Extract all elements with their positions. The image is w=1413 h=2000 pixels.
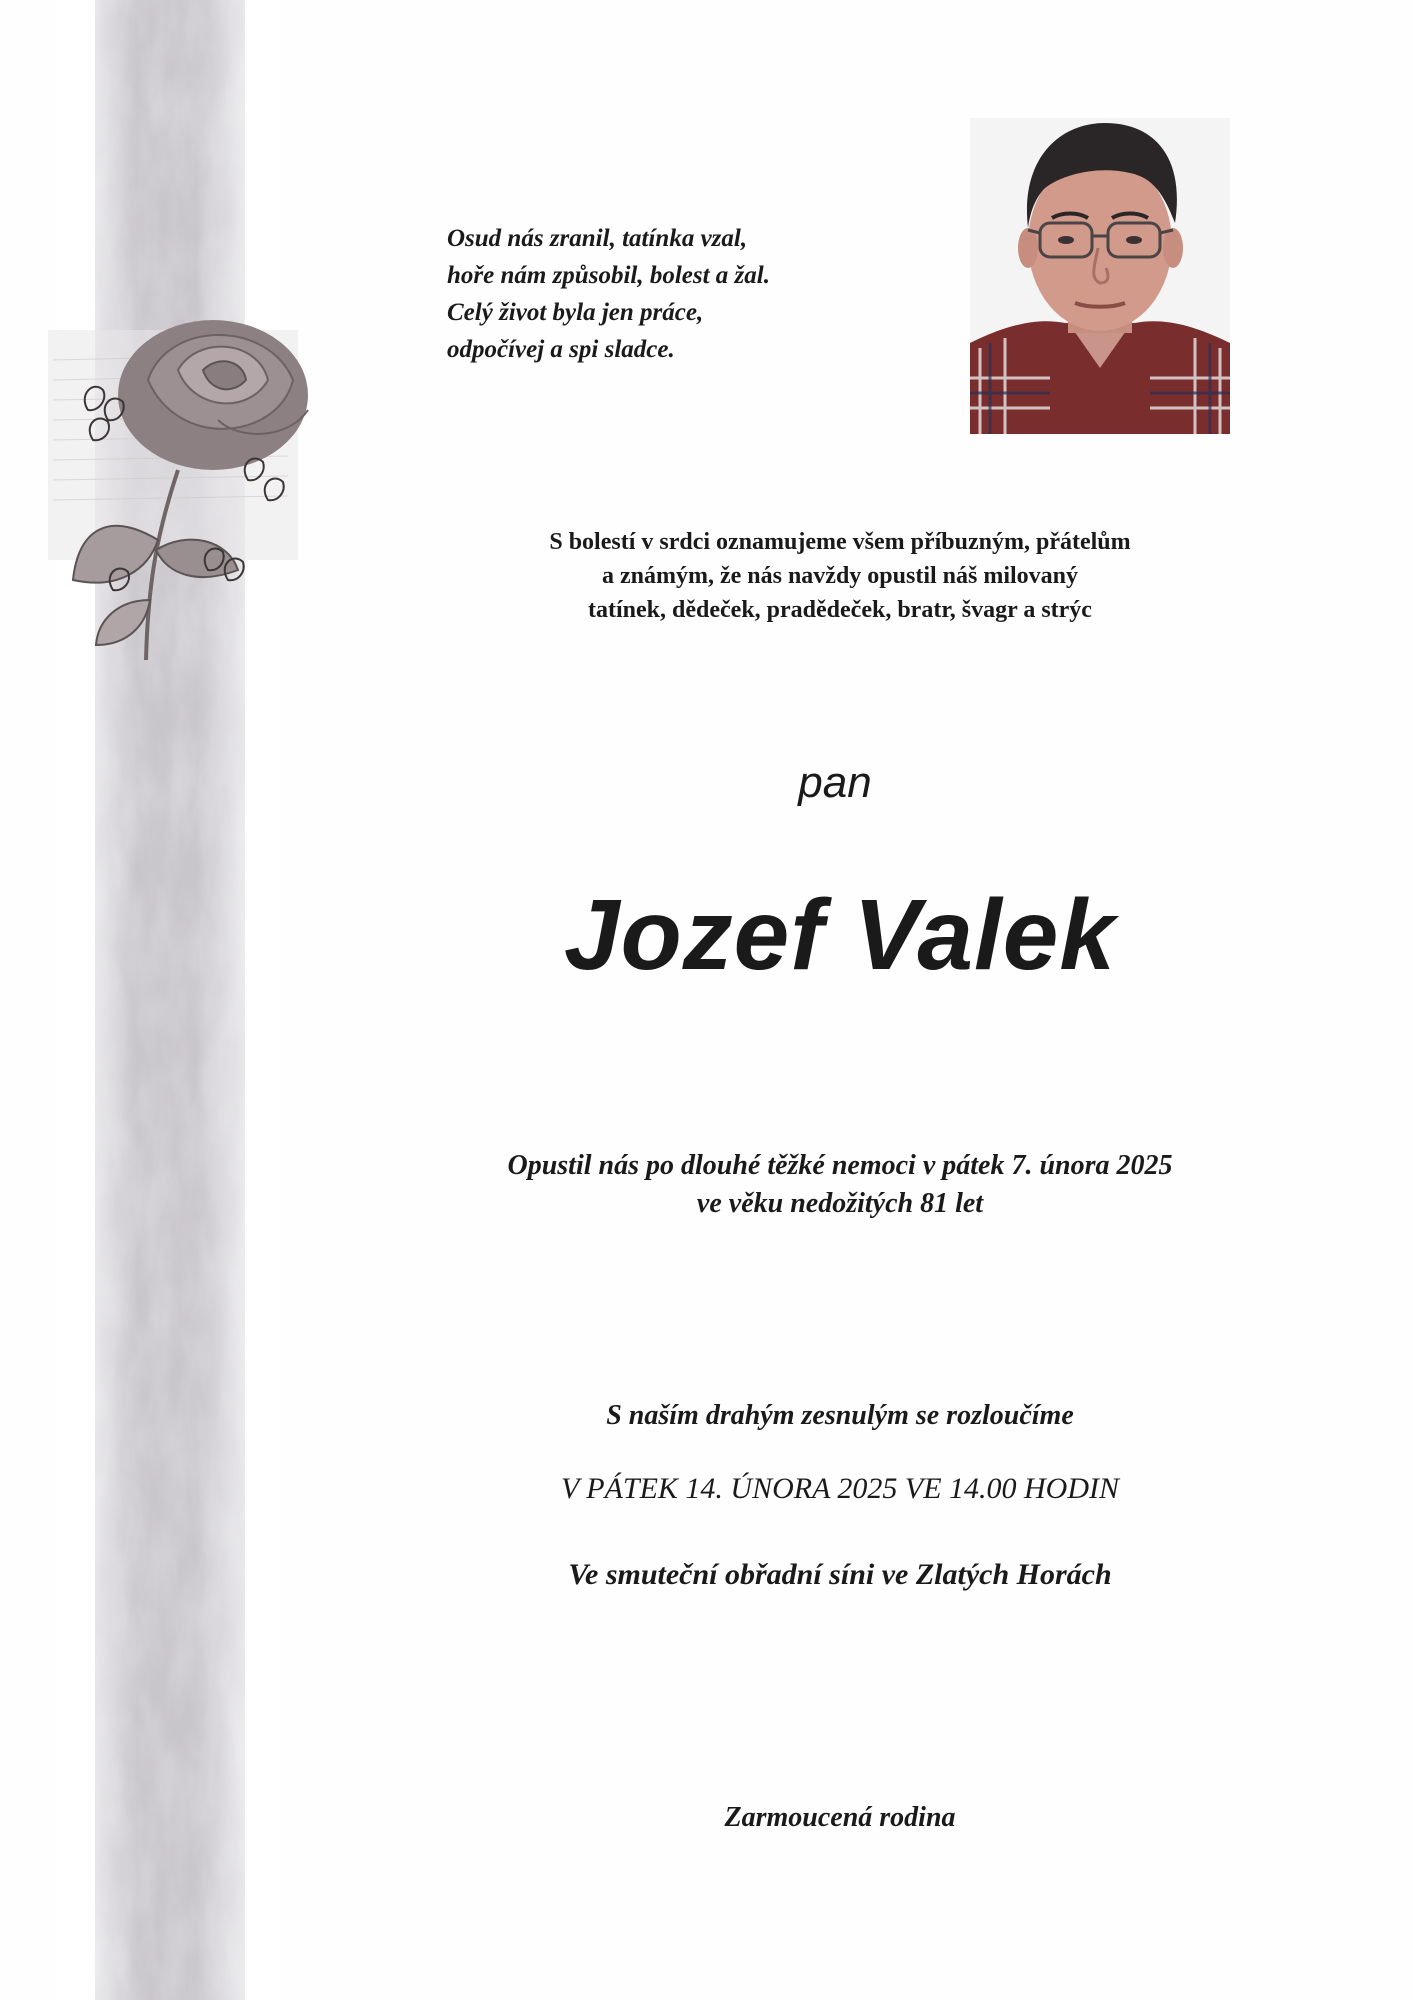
announcement-line: a známým, že nás navždy opustil náš milovaný — [601, 563, 1079, 589]
announcement-text — [390, 525, 1290, 627]
poem-verse — [447, 220, 867, 368]
farewell-datetime: V PÁTEK 14. ÚNORA 2025 VE 14.00 HODIN — [560, 1472, 1120, 1505]
death-info-line: ve věku nedožitých 81 let — [696, 1188, 984, 1219]
poem-line: Osud nás zranil, tatínka vzal, — [447, 225, 748, 252]
portrait-photo — [970, 118, 1230, 434]
signature-family: Zarmoucená rodina — [724, 1802, 956, 1833]
poem-line: odpočívej a spi sladce. — [447, 336, 675, 363]
farewell-place: Ve smuteční obřadní síni ve Zlatých Horách — [568, 1558, 1112, 1591]
honorific-title: pan — [798, 758, 872, 807]
poem-line: Celý život byla jen práce, — [447, 299, 704, 326]
poem-line: hoře nám způsobil, bolest a žal. — [447, 262, 770, 289]
announcement-line: S bolestí v srdci oznamujeme všem příbuzným, přátelům — [549, 529, 1131, 555]
announcement-line: tatínek, dědeček, pradědeček, bratr, švagr a strýc — [588, 597, 1092, 623]
death-info-line: Opustil nás po dlouhé těžké nemoci v pátek 7. února 2025 — [507, 1150, 1173, 1181]
farewell-intro: S naším drahým zesnulým se rozloučíme — [606, 1400, 1074, 1431]
rose-icon — [38, 300, 358, 670]
death-info — [390, 1147, 1290, 1223]
deceased-name: Jozef Valek — [563, 879, 1116, 991]
